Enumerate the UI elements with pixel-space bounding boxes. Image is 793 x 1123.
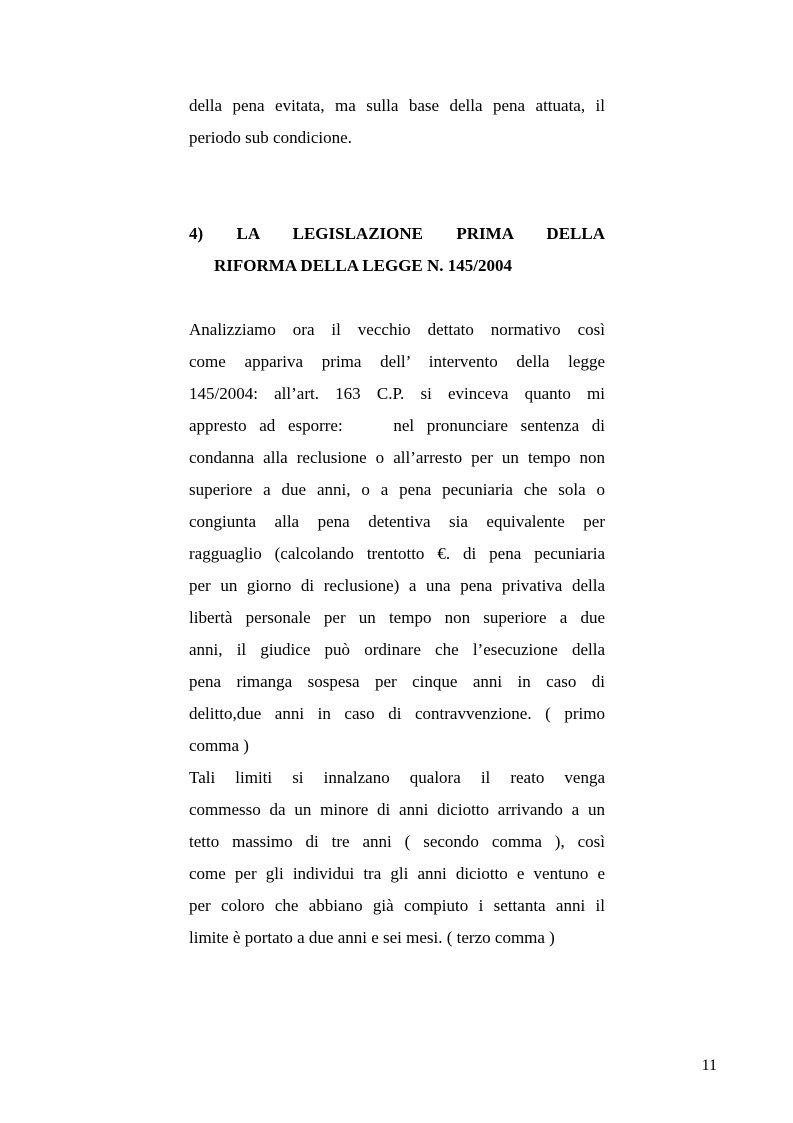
heading-line: RIFORMA DELLA LEGGE N. 145/2004 [214,256,513,275]
text-line: tetto massimo di tre anni ( secondo comma ), così [189,832,605,851]
page-number: 11 [701,1057,717,1074]
text-line: comma ) [189,736,249,755]
intro-paragraph [189,90,605,154]
text-line: commesso da un minore di anni diciotto arrivando a un [189,800,605,819]
text-line: come appariva prima dell’ intervento della legge [189,352,605,371]
section-heading [189,218,605,282]
text-line: pena rimanga sospesa per cinque anni in caso di [189,672,605,691]
text-line: superiore a due anni, o a pena pecuniaria che sola o [189,480,605,499]
text-line: ragguaglio (calcolando trentotto €. di pena pecuniaria [189,544,605,563]
text-line: delitto,due anni in caso di contravvenzione. ( primo [189,704,605,723]
text-line: anni, il giudice può ordinare che l’esecuzione della [189,640,605,659]
text-line: 145/2004: all’art. 163 C.P. si evinceva quanto mi [189,384,605,403]
text-line: della pena evitata, ma sulla base della pena attuata, il [189,96,605,115]
text-line: appresto ad esporre: nel pronunciare sentenza di [189,416,605,435]
text-line: limite è portato a due anni e sei mesi. ( terzo comma ) [189,928,555,947]
text-line: per coloro che abbiano già compiuto i settanta anni il [189,896,605,915]
text-line: periodo sub condicione. [189,128,352,147]
heading-line: 4) LA LEGISLAZIONE PRIMA DELLA [189,224,605,243]
text-line: congiunta alla pena detentiva sia equivalente per [189,512,605,531]
text-line: Tali limiti si innalzano qualora il reato venga [189,768,605,787]
text-line: libertà personale per un tempo non superiore a due [189,608,605,627]
body-paragraph [189,314,605,954]
text-line: per un giorno di reclusione) a una pena privativa della [189,576,605,595]
text-line: condanna alla reclusione o all’arresto per un tempo non [189,448,605,467]
text-line: Analizziamo ora il vecchio dettato normativo così [189,320,605,339]
text-line: come per gli individui tra gli anni diciotto e ventuno e [189,864,605,883]
